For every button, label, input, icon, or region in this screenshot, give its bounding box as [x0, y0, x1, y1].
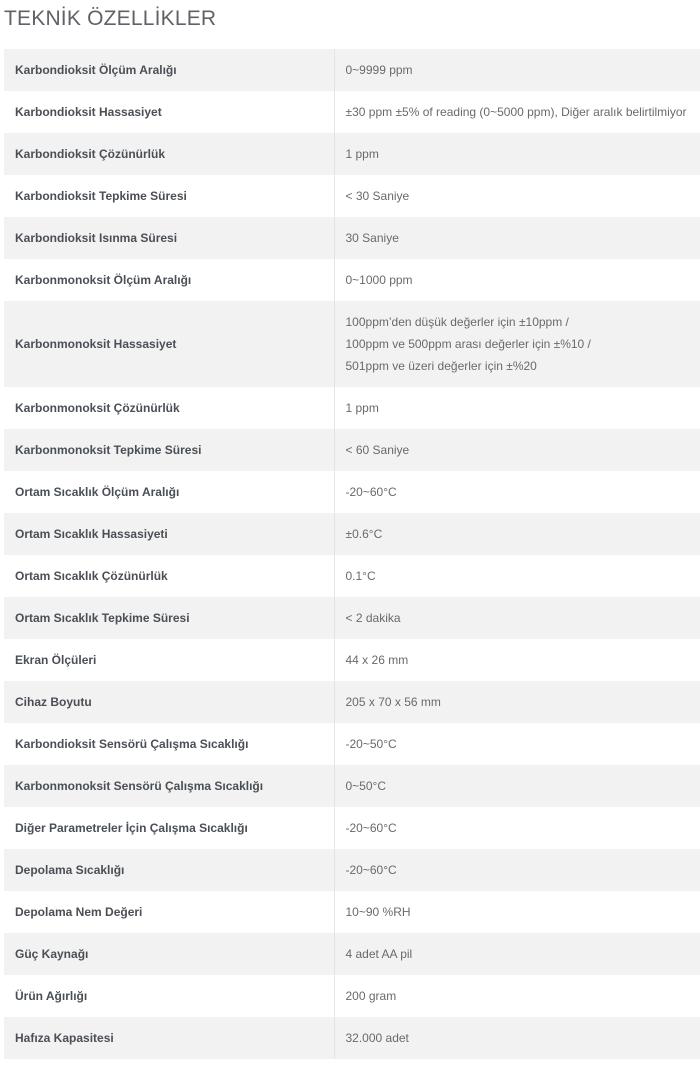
spec-value: 0.1°C [334, 555, 700, 597]
spec-label: Ortam Sıcaklık Ölçüm Aralığı [4, 471, 334, 513]
spec-value: 1 ppm [334, 387, 700, 429]
spec-label: Depolama Nem Değeri [4, 891, 334, 933]
spec-value: ±30 ppm ±5% of reading (0~5000 ppm), Diğer aralık belirtilmiyor [334, 91, 700, 133]
table-row [4, 891, 700, 933]
table-row [4, 1017, 700, 1059]
table-row [4, 471, 700, 513]
spec-value: 30 Saniye [334, 217, 700, 259]
table-row [4, 49, 700, 91]
spec-label: Hafıza Kapasitesi [4, 1017, 334, 1059]
spec-value: < 2 dakika [334, 597, 700, 639]
spec-label: Karbonmonoksit Hassasiyet [4, 301, 334, 387]
spec-value: -20~50°C [334, 723, 700, 765]
spec-label: Güç Kaynağı [4, 933, 334, 975]
spec-label: Karbonmonoksit Çözünürlük [4, 387, 334, 429]
spec-label: Depolama Sıcaklığı [4, 849, 334, 891]
spec-label: Karbondioksit Tepkime Süresi [4, 175, 334, 217]
spec-value: 200 gram [334, 975, 700, 1017]
table-row [4, 429, 700, 471]
spec-value-line: 100ppm’den düşük değerler için ±10ppm / [345, 315, 569, 329]
spec-value: ±0.6°C [334, 513, 700, 555]
spec-label: Karbondioksit Sensörü Çalışma Sıcaklığı [4, 723, 334, 765]
table-row [4, 849, 700, 891]
spec-value: 4 adet AA pil [334, 933, 700, 975]
table-row [4, 513, 700, 555]
spec-value-multiline [334, 301, 700, 387]
table-row [4, 681, 700, 723]
table-row [4, 765, 700, 807]
spec-label: Cihaz Boyutu [4, 681, 334, 723]
table-row [4, 975, 700, 1017]
spec-label: Diğer Parametreler İçin Çalışma Sıcaklığı [4, 807, 334, 849]
spec-label: Ortam Sıcaklık Hassasiyeti [4, 513, 334, 555]
spec-table [4, 49, 700, 1059]
spec-label: Karbonmonoksit Tepkime Süresi [4, 429, 334, 471]
spec-value: 10~90 %RH [334, 891, 700, 933]
spec-label: Ortam Sıcaklık Tepkime Süresi [4, 597, 334, 639]
table-row [4, 133, 700, 175]
spec-value: < 30 Saniye [334, 175, 700, 217]
spec-label: Ürün Ağırlığı [4, 975, 334, 1017]
spec-label: Karbonmonoksit Ölçüm Aralığı [4, 259, 334, 301]
spec-value: 205 x 70 x 56 mm [334, 681, 700, 723]
spec-label: Ortam Sıcaklık Çözünürlük [4, 555, 334, 597]
spec-value: 0~9999 ppm [334, 49, 700, 91]
table-row [4, 259, 700, 301]
table-row [4, 597, 700, 639]
spec-value: 32.000 adet [334, 1017, 700, 1059]
table-row [4, 175, 700, 217]
table-row [4, 217, 700, 259]
table-row [4, 555, 700, 597]
table-row [4, 387, 700, 429]
spec-label: Karbondioksit Hassasiyet [4, 91, 334, 133]
spec-label: Karbondioksit Ölçüm Aralığı [4, 49, 334, 91]
spec-label: Ekran Ölçüleri [4, 639, 334, 681]
table-row [4, 933, 700, 975]
table-row [4, 723, 700, 765]
spec-value: 0~50°C [334, 765, 700, 807]
section-heading: TEKNİK ÖZELLİKLER [4, 7, 217, 30]
table-row [4, 639, 700, 681]
spec-value-line: 100ppm ve 500ppm arası değerler için ±%10 / [345, 337, 591, 351]
spec-value: 1 ppm [334, 133, 700, 175]
spec-label: Karbondioksit Çözünürlük [4, 133, 334, 175]
table-row [4, 807, 700, 849]
table-row [4, 301, 700, 387]
spec-value: < 60 Saniye [334, 429, 700, 471]
spec-value: 0~1000 ppm [334, 259, 700, 301]
spec-label: Karbondioksit Isınma Süresi [4, 217, 334, 259]
spec-value: -20~60°C [334, 849, 700, 891]
spec-label: Karbonmonoksit Sensörü Çalışma Sıcaklığı [4, 765, 334, 807]
spec-value: 44 x 26 mm [334, 639, 700, 681]
spec-value: -20~60°C [334, 807, 700, 849]
spec-value-line: 501ppm ve üzeri değerler için ±%20 [345, 359, 537, 373]
spec-value: -20~60°C [334, 471, 700, 513]
table-row [4, 91, 700, 133]
